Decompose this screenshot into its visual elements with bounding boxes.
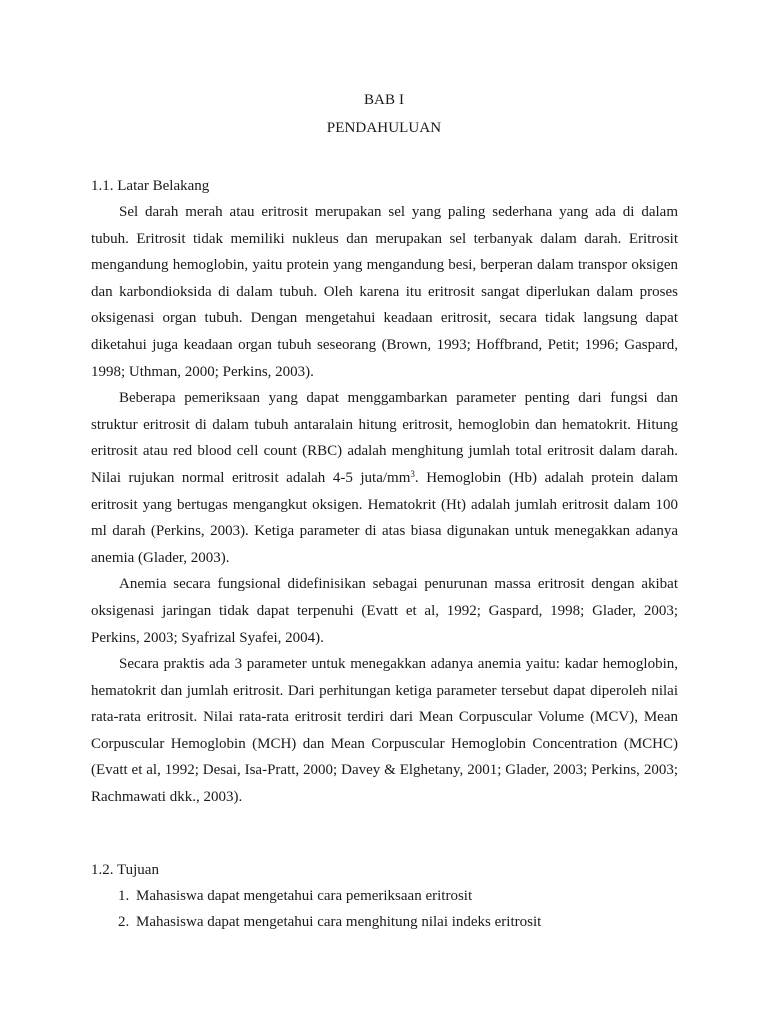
chapter-title: PENDAHULUAN [326,120,442,136]
goals-list [91,883,678,936]
superscript-cubed: 3 [410,468,415,479]
list-item-text: Mahasiswa dapat mengetahui cara menghitung nilai indeks eritrosit [136,914,542,931]
section-heading-latar-belakang: 1.1. Latar Belakang [91,178,210,194]
paragraph-2-text-a: Beberapa pemeriksaan yang dapat menggambarkan parameter penting dari fungsi dan struktur eritrosit di dalam tubuh antaralain hitung eritrosit, hemoglobin dan hematokrit. Hitung eritrosit atau red blood cell count (RBC) adalah menghitung jumlah total eritrosit dalam darah. Nilai rujukan normal eritrosit adalah 4-5 juta/mm [91,390,678,486]
list-item-number: 1. [118,887,130,904]
list-item [91,883,678,910]
paragraph-2-text-b: . Hemoglobin (Hb) adalah protein dalam eritrosit yang bertugas mengangkut oksigen. Hematokrit (Ht) adalah jumlah eritrosit dalam 100 ml darah (Perkins, 2003). Ketiga parameter di atas biasa digunakan untuk menegakkan adanya anemia (Glader, 2003). [91,469,678,566]
chapter-number: BAB I [363,92,405,108]
section-spacer [91,811,678,857]
list-item [91,909,678,936]
list-item-number: 2. [118,914,130,931]
section-heading-tujuan: 1.2. Tujuan [91,861,159,878]
paragraph-3: Anemia secara fungsional didefinisikan sebagai penurunan massa eritrosit dengan akibat oksigenasi jaringan tidak dapat terpenuhi (Evatt et al, 1992; Gaspard, 1998; Glader, 2003; Perkins, 2003; Syafrizal Syafei, 2004). [91,576,678,646]
paragraph-4: Secara praktis ada 3 parameter untuk menegakkan adanya anemia yaitu: kadar hemoglobin, hematokrit dan jumlah eritrosit. Dari perhitungan ketiga parameter tersebut dapat diperoleh nilai rata-rata eritrosit. Nilai rata-rata eritrosit terdiri dari Mean Corpuscular Volume (MCV), Mean Corpuscular Hemoglobin (MCH) dan Mean Corpuscular Hemoglobin Concentration (MCHC) (Evatt et al, 1992; Desai, Isa-Pratt, 2000; Davey & Elghetany, 2001; Glader, 2003; Perkins, 2003; Rachmawati dkk., 2003). [91,656,678,806]
list-item-text: Mahasiswa dapat mengetahui cara pemeriksaan eritrosit [136,887,473,904]
document-body [91,173,678,936]
paragraph-2 [91,385,678,571]
paragraph-1: Sel darah merah atau eritrosit merupakan sel yang paling sederhana yang ada di dalam tubuh. Eritrosit tidak memiliki nukleus dan merupakan sel terbanyak dalam darah. Eritrosit mengandung hemoglobin, yaitu protein yang mengandung besi, berperan dalam transpor oksigen dan karbondioksida di dalam tubuh. Oleh karena itu eritrosit sangat diperlukan dalam proses oksigenasi organ tubuh. Dengan mengetahui keadaan eritrosit, secara tidak langsung dapat diketahui juga keadaan organ tubuh seseorang (Brown, 1993; Hoffbrand, Petit; 1996; Gaspard, 1998; Uthman, 2000; Perkins, 2003). [91,204,678,380]
